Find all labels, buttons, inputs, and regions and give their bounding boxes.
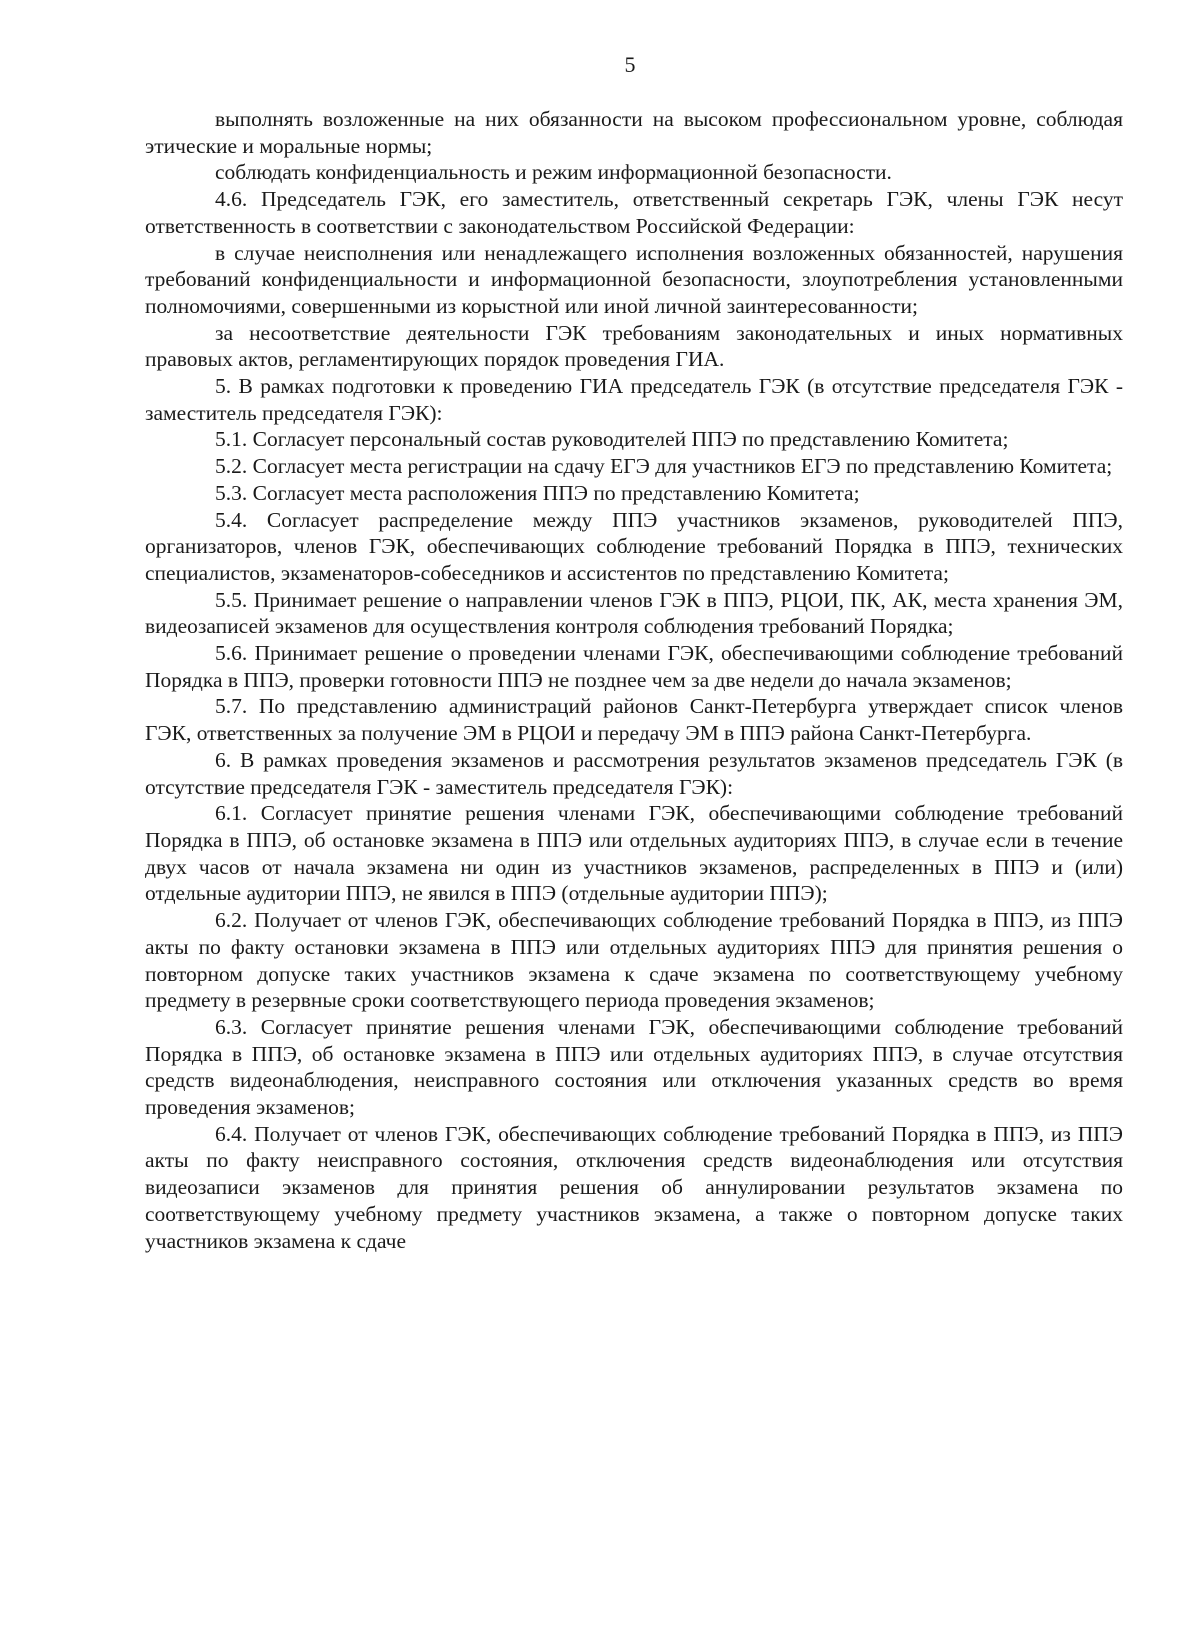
paragraph: 5.1. Согласует персональный состав руководителей ППЭ по представлению Комитета;: [215, 427, 1009, 452]
paragraph: 5. В рамках подготовки к проведению ГИА председатель ГЭК (в отсутствие председателя ГЭК - заместитель председателя ГЭК):: [145, 374, 1123, 425]
paragraph: в случае неисполнения или ненадлежащего исполнения возложенных обязанностей, нарушения требований конфиденциальности и информационной безопасности, злоупотребления установленными полномочиями, совершенными из корыстной или иной личной заинтересованности;: [145, 240, 1123, 318]
paragraph: 6. В рамках проведения экзаменов и рассмотрения результатов экзаменов председатель ГЭК (в отсутствие председателя ГЭК - заместитель председателя ГЭК):: [145, 747, 1123, 799]
page-number: 5: [624, 52, 636, 77]
paragraph: 4.6. Председатель ГЭК, его заместитель, ответственный секретарь ГЭК, члены ГЭК несут ответственность в соответствии с законодательством Российской Федерации:: [145, 187, 1123, 238]
paragraph: 5.4. Согласует распределение между ППЭ участников экзаменов, руководителей ППЭ, организаторов, членов ГЭК, обеспечивающих соблюдение требований Порядка в ППЭ, технических специалистов, экзаменаторов-собеседников и ассистентов по представлению Комитета;: [145, 507, 1123, 585]
paragraph: 5.2. Согласует места регистрации на сдачу ЕГЭ для участников ЕГЭ по представлению Комитета;: [215, 454, 1113, 479]
paragraph: 6.4. Получает от членов ГЭК, обеспечивающих соблюдение требований Порядка в ППЭ, из ППЭ акты по факту неисправного состояния, отключения средств видеонаблюдения или отсутствия видеозаписи экзаменов для принятия решения об аннулировании результатов экзамена по соответствующему учебному предмету участников экзамена, а также о повторном допуске таких участников экзамена к сдаче: [145, 1121, 1123, 1253]
paragraph: 5.7. По представлению администраций районов Санкт-Петербурга утверждает список членов ГЭК, ответственных за получение ЭМ в РЦОИ и передачу ЭМ в ППЭ района Санкт-Петербурга.: [145, 694, 1123, 746]
paragraph: соблюдать конфиденциальность и режим информационной безопасности.: [215, 160, 892, 185]
paragraph: 6.3. Согласует принятие решения членами ГЭК, обеспечивающими соблюдение требований Порядка в ППЭ, об остановке экзамена в ППЭ или отдельных аудиториях ППЭ, в случае отсутствия средств видеонаблюдения, неисправного состояния или отключения указанных средств во время проведения экзаменов;: [145, 1014, 1123, 1120]
paragraph: 6.1. Согласует принятие решения членами ГЭК, обеспечивающими соблюдение требований Порядка в ППЭ, об остановке экзамена в ППЭ или отдельных аудиториях ППЭ, в случае если в течение двух часов от начала экзамена ни один из участников экзаменов, распределенных в ППЭ и (или) отдельные аудитории ППЭ, не явился в ППЭ (отдельные аудитории ППЭ);: [145, 801, 1123, 906]
document-body: [145, 106, 1123, 1254]
paragraph: за несоответствие деятельности ГЭК требованиям законодательных и иных нормативных правовых актов, регламентирующих порядок проведения ГИА.: [145, 320, 1123, 372]
paragraph: выполнять возложенные на них обязанности на высоком профессиональном уровне, соблюдая этические и моральные нормы;: [145, 107, 1123, 158]
paragraph: 5.6. Принимает решение о проведении членами ГЭК, обеспечивающими соблюдение требований Порядка в ППЭ, проверки готовности ППЭ не позднее чем за две недели до начала экзаменов;: [145, 641, 1123, 692]
paragraph: 6.2. Получает от членов ГЭК, обеспечивающих соблюдение требований Порядка в ППЭ, из ППЭ акты по факту остановки экзамена в ППЭ или отдельных аудиториях ППЭ для принятия решения о повторном допуске таких участников экзамена к сдаче экзамена по соответствующему учебному предмету в резервные сроки соответствующего периода проведения экзаменов;: [145, 908, 1123, 1013]
paragraph: 5.5. Принимает решение о направлении членов ГЭК в ППЭ, РЦОИ, ПК, АК, места хранения ЭМ, видеозаписей экзаменов для осуществления контроля соблюдения требований Порядка;: [145, 587, 1123, 639]
paragraph: 5.3. Согласует места расположения ППЭ по представлению Комитета;: [215, 480, 860, 505]
